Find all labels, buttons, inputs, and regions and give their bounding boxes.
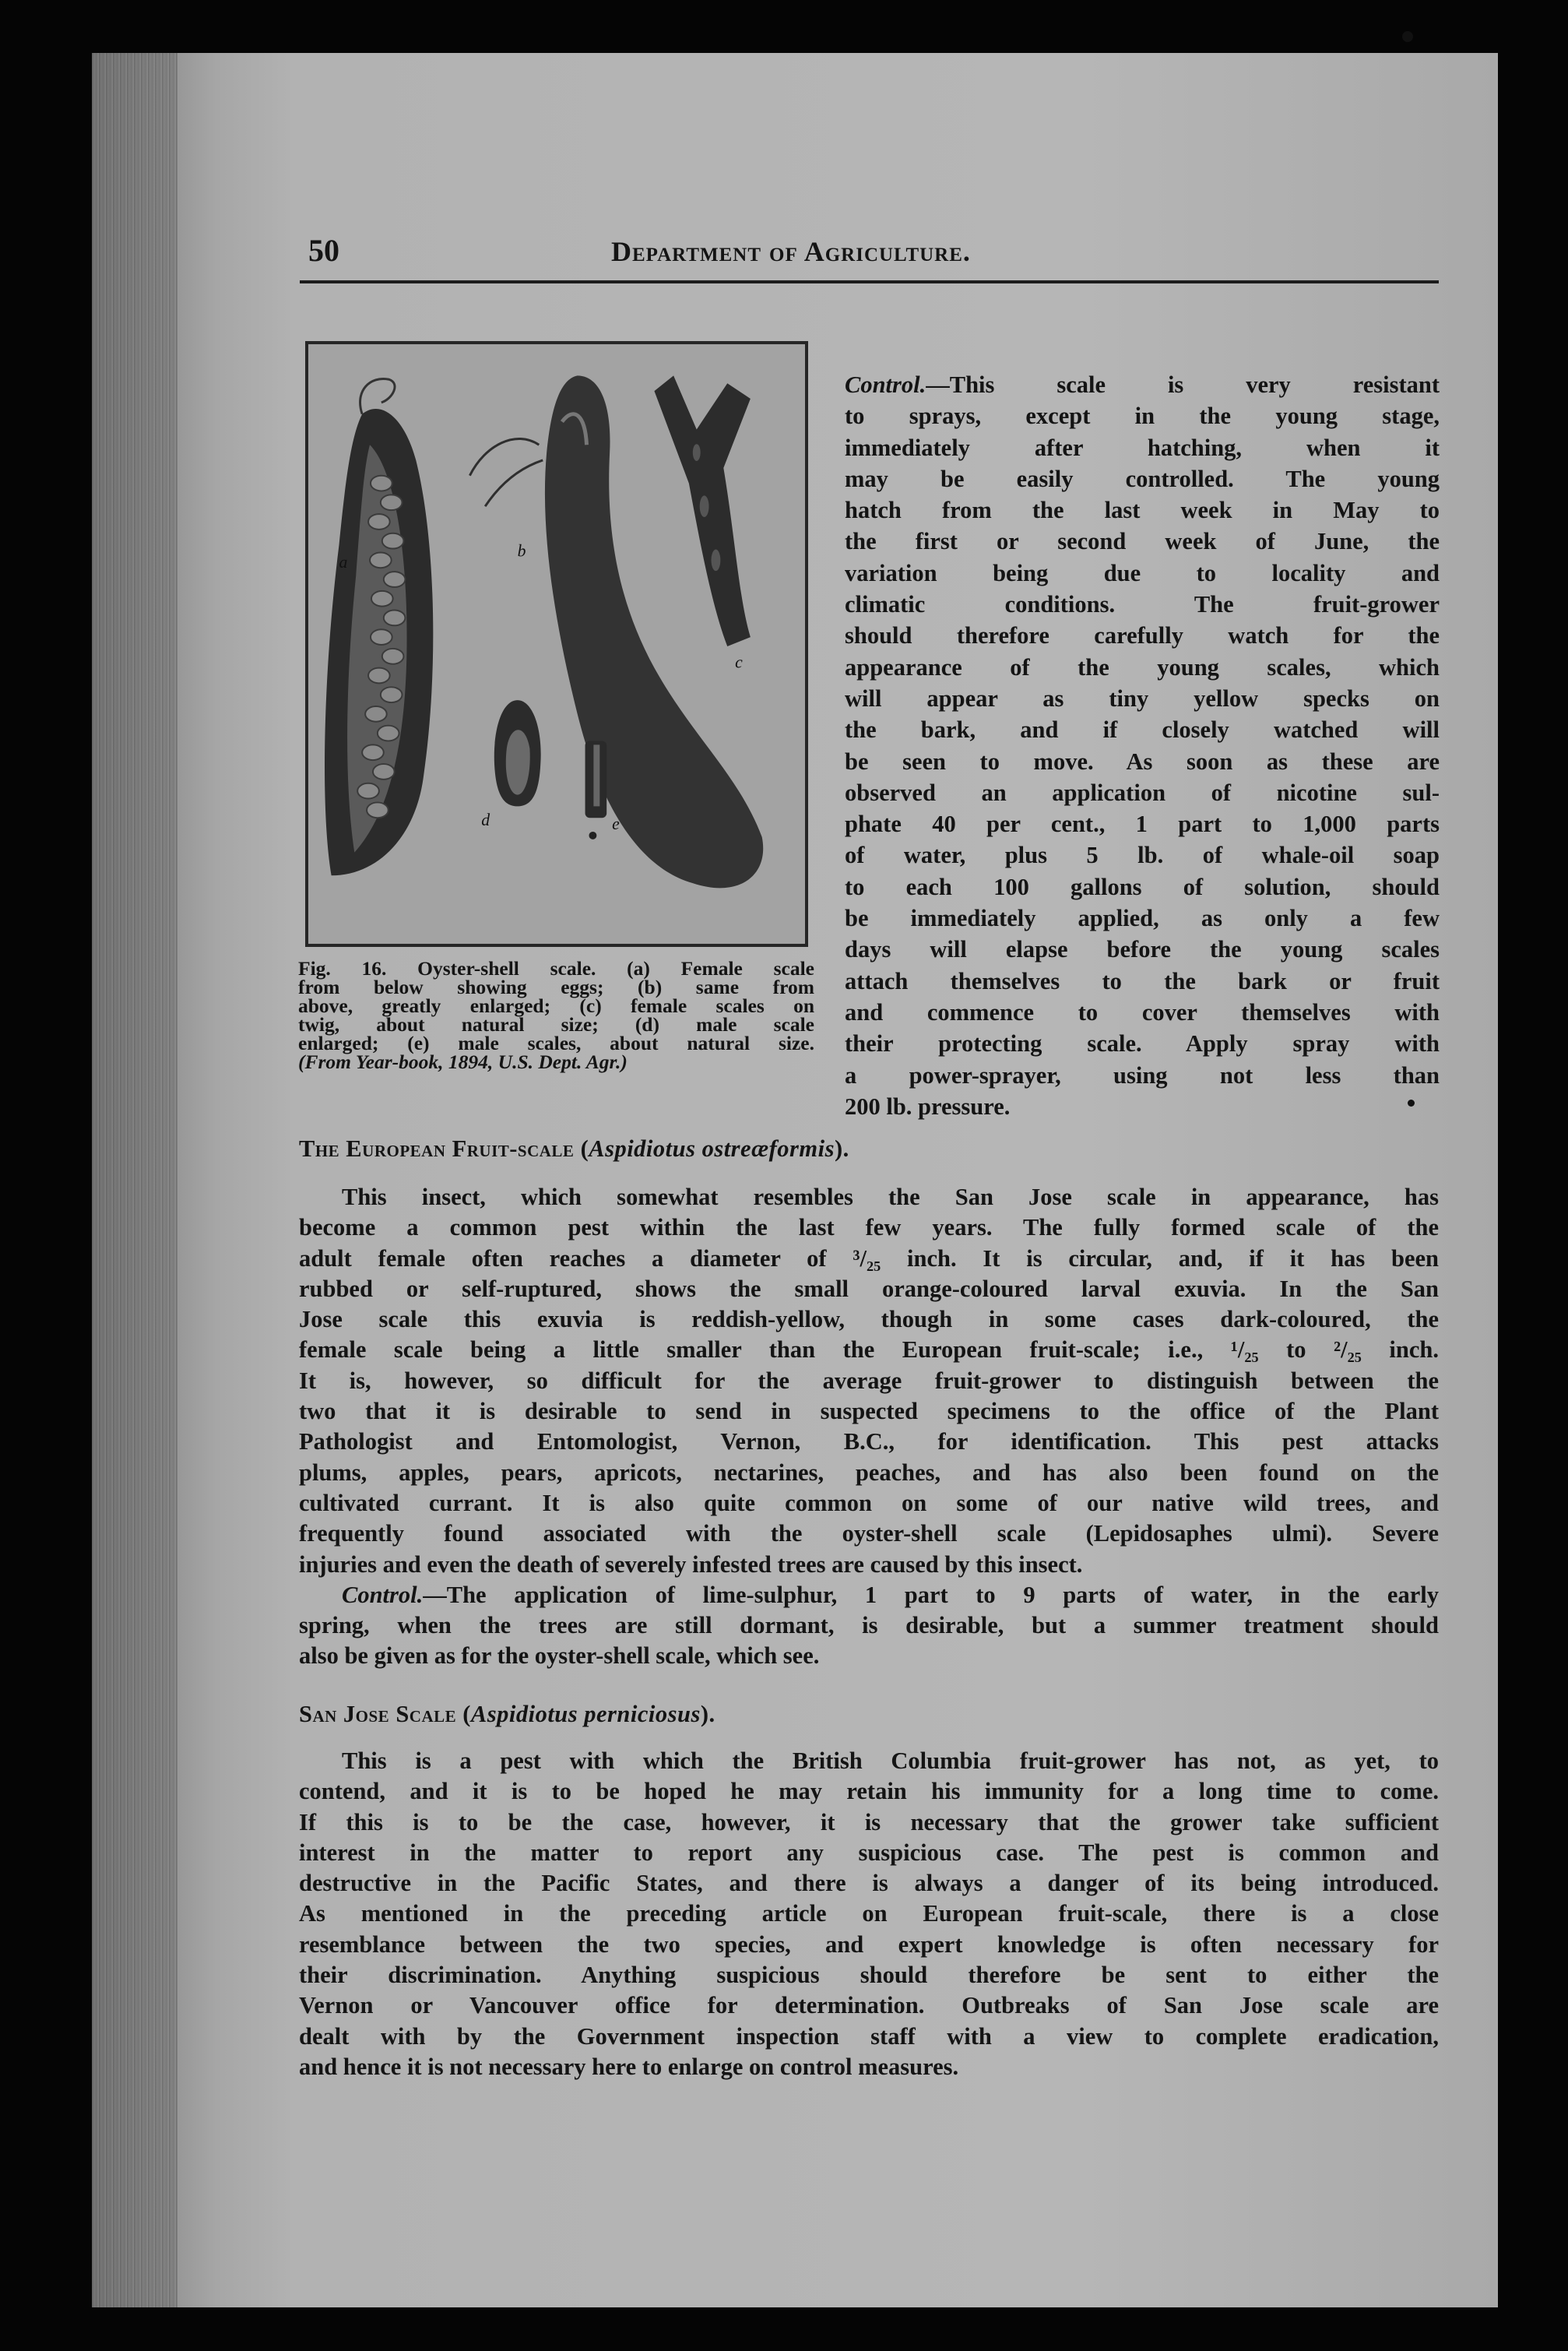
paragraph-line: a power-sprayer, using not less than — [845, 1061, 1440, 1089]
paragraph-line: adult female often reaches a diameter of ³/₂₅ inch. It is circular, and, if it has been — [299, 1244, 1439, 1272]
paragraph-line: Pathologist and Entomologist, Vernon, B.C., for identification. This pest attacks — [299, 1428, 1439, 1455]
paragraph-line: 200 lb. pressure. — [845, 1093, 1011, 1120]
paragraph-line: Jose scale this exuvia is reddish-yellow, though in some cases dark-coloured, the — [299, 1306, 1439, 1333]
figure-label-e: e — [612, 815, 620, 834]
paragraph-line: Control.—This scale is very resistant — [845, 371, 1440, 398]
paragraph-line: As mentioned in the preceding article on European fruit-scale, there is a close — [299, 1900, 1439, 1927]
european-control-line: Control.—The application of lime-sulphur, 1 part to 9 parts of water, in the early — [342, 1581, 1439, 1608]
caption-line: from below showing eggs; (b) same from — [298, 976, 814, 998]
paragraph-line: the first or second week of June, the — [845, 528, 1440, 555]
paragraph-line: injuries and even the death of severely infested trees are caused by this insect. — [299, 1550, 1083, 1578]
page-number: 50 — [308, 233, 339, 268]
figure-label-b: b — [517, 541, 526, 561]
paragraph-line: hatch from the last week in May to — [845, 497, 1440, 524]
paragraph-line: attach themselves to the bark or fruit — [845, 967, 1440, 994]
control-lead: Control. — [845, 371, 926, 398]
paragraph-line: may be easily controlled. The young — [845, 465, 1440, 492]
caption-line: above, greatly enlarged; (c) female scales on — [298, 994, 814, 1017]
scan-speck — [1408, 1100, 1415, 1107]
paragraph-line: contend, and it is to be hoped he may retain his immunity for a long time to come. — [299, 1778, 1439, 1805]
paragraph-line: of water, plus 5 lb. of whale-oil soap — [845, 842, 1440, 869]
scan-speck — [1402, 31, 1413, 42]
paragraph-line: observed an application of nicotine sul- — [845, 779, 1440, 806]
paragraph-line: become a common pest within the last few years. The fully formed scale of the — [299, 1214, 1439, 1241]
page-spine-shadow — [92, 53, 178, 2307]
paragraph-line: the bark, and if closely watched will — [845, 716, 1440, 744]
paragraph-line: This insect, which somewhat resembles the San Jose scale in appearance, has — [342, 1184, 1439, 1210]
paragraph-line: cultivated currant. It is also quite common on some of our native wild trees, and — [299, 1489, 1439, 1516]
european-fruit-scale-paragraph — [299, 1182, 1439, 1672]
paragraph-line: resemblance between the two species, and expert knowledge is often necessary for — [299, 1930, 1439, 1958]
paragraph-line: destructive in the Pacific States, and there is always a danger of its being introduced. — [299, 1870, 1439, 1897]
paragraph-line: and hence it is not necessary here to enlarge on control measures. — [299, 2053, 959, 2080]
control-lead: Control. — [342, 1581, 424, 1608]
figure-label-d: d — [481, 811, 490, 830]
european-fruit-scale-heading: The European Fruit-scale (Aspidiotus ostreæformis). — [299, 1135, 849, 1162]
paragraph-line: dealt with by the Government inspection staff with a view to complete eradication, — [299, 2022, 1439, 2050]
paragraph-line: two that it is desirable to send in suspected specimens to the office of the Plant — [299, 1398, 1439, 1425]
oyster-shell-scale-figure — [305, 341, 808, 947]
paragraph-line: their discrimination. Anything suspicious should therefore be sent to either the — [299, 1962, 1439, 1989]
figure-caption — [298, 959, 814, 1072]
paragraph-line: be seen to move. As soon as these are — [845, 748, 1440, 775]
paragraph-line: immediately after hatching, when it — [845, 434, 1440, 461]
caption-line: twig, about natural size; (d) male scale — [298, 1013, 814, 1036]
european-control-line: also be given as for the oyster-shell scale, which see. — [299, 1642, 820, 1670]
paragraph-line: will appear as tiny yellow specks on — [845, 685, 1440, 712]
paragraph-line: frequently found associated with the oyster-shell scale (Lepidosaphes ulmi). Severe — [299, 1520, 1439, 1547]
paragraph-line: appearance of the young scales, which — [845, 653, 1440, 681]
paragraph-line: be immediately applied, as only a few — [845, 905, 1440, 932]
paragraph-line: to each 100 gallons of solution, should — [845, 873, 1440, 900]
paragraph-line: rubbed or self-ruptured, shows the small orange-coloured larval exuvia. In the San — [299, 1275, 1439, 1302]
figure-label-c: c — [735, 653, 743, 672]
running-head: Department of Agriculture. — [611, 236, 971, 267]
paragraph-line: Vernon or Vancouver office for determination. Outbreaks of San Jose scale are — [299, 1992, 1439, 2019]
paragraph-line: phate 40 per cent., 1 part to 1,000 parts — [845, 811, 1440, 838]
caption-line: enlarged; (e) male scales, about natural size. — [298, 1032, 814, 1054]
figure-label-a: a — [339, 553, 348, 572]
paragraph-line: It is, however, so difficult for the average fruit-grower to distinguish between the — [299, 1367, 1439, 1394]
oyster-scale-control-paragraph — [845, 369, 1440, 1122]
header-rule — [300, 280, 1439, 283]
paragraph-line: female scale being a little smaller than the European fruit-scale; i.e., ¹/₂₅ to ²/₂₅ inch. — [299, 1336, 1439, 1364]
european-control-line: spring, when the trees are still dormant, is desirable, but a summer treatment should — [299, 1612, 1439, 1639]
paragraph-line: their protecting scale. Apply spray with — [845, 1030, 1440, 1058]
paragraph-line: days will elapse before the young scales — [845, 936, 1440, 963]
paragraph-line: This is a pest with which the British Columbia fruit-grower has not, as yet, to — [342, 1747, 1439, 1774]
caption-source: (From Year-book, 1894, U.S. Dept. Agr.) — [298, 1051, 628, 1073]
san-jose-scale-heading: San Jose Scale (Aspidiotus perniciosus). — [299, 1701, 715, 1727]
paragraph-line: and commence to cover themselves with — [845, 998, 1440, 1026]
paragraph-line: climatic conditions. The fruit-grower — [845, 591, 1440, 618]
paragraph-line: to sprays, except in the young stage, — [845, 403, 1440, 430]
paragraph-line: If this is to be the case, however, it is necessary that the grower take sufficient — [299, 1808, 1439, 1835]
paragraph-line: variation being due to locality and — [845, 559, 1440, 586]
paragraph-line: interest in the matter to report any suspicious case. The pest is common and — [299, 1839, 1439, 1866]
san-jose-scale-paragraph — [299, 1746, 1439, 2082]
caption-line: Fig. 16. Oyster-shell scale. (a) Female scale — [298, 957, 814, 980]
paragraph-line: should therefore carefully watch for the — [845, 622, 1440, 649]
paragraph-line: plums, apples, pears, apricots, nectarines, peaches, and has also been found on the — [299, 1459, 1439, 1486]
oyster-shell-scale-illustration — [308, 344, 805, 944]
